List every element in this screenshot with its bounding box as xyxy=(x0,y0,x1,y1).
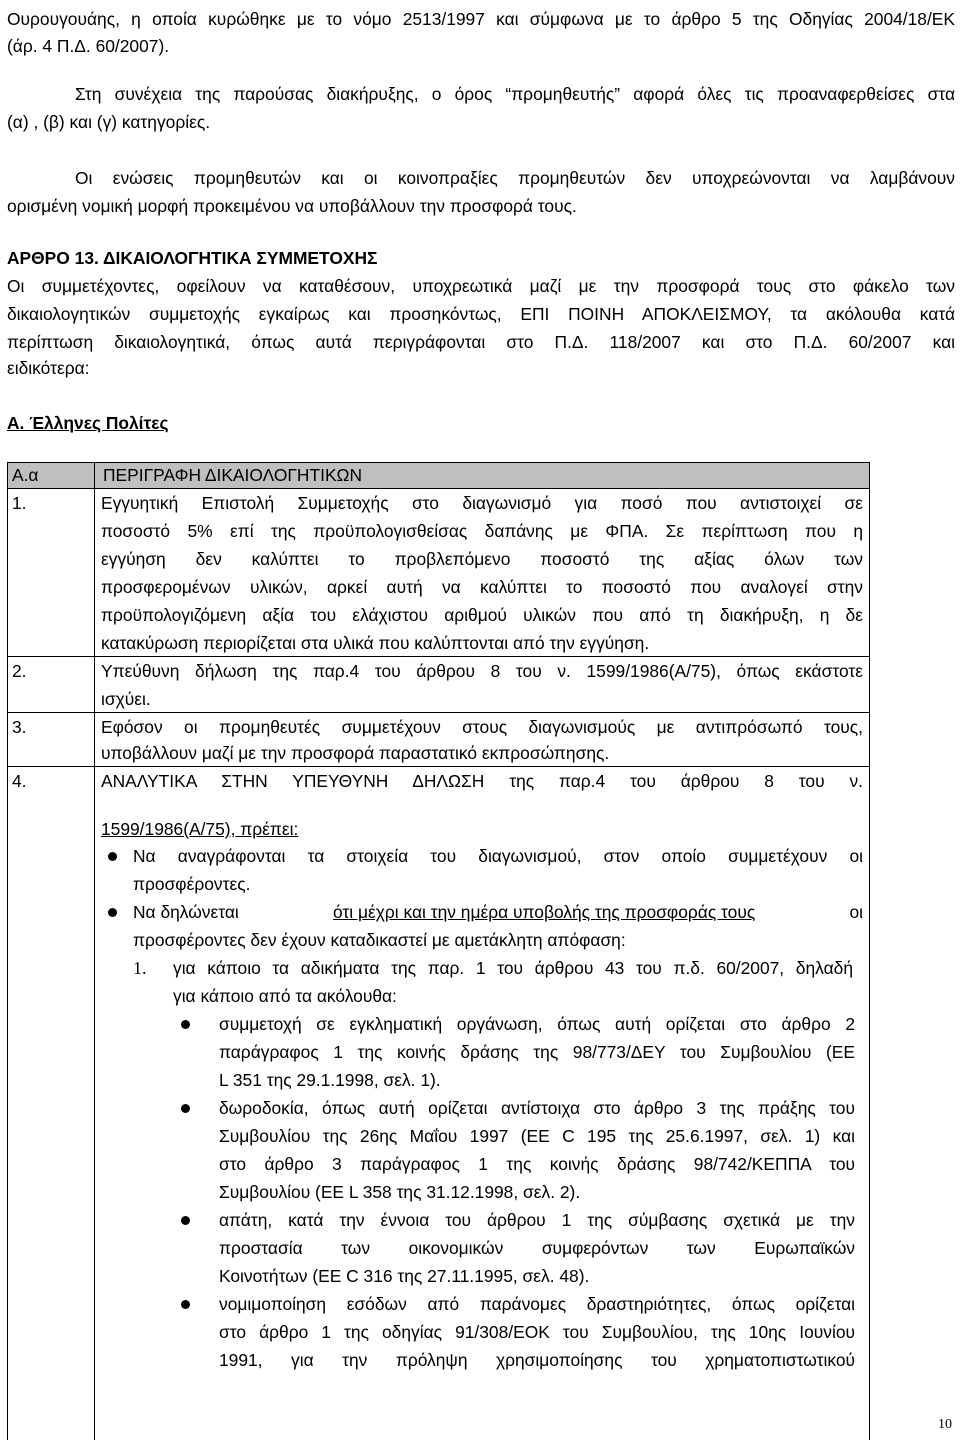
row-3-line-1: Εφόσον οι προμηθευτές συμμετέχουν στους διαγωνισμούς με αντιπρόσωπό τους, xyxy=(101,717,863,737)
bullet-icon xyxy=(181,1216,190,1225)
table-right-border xyxy=(869,462,870,1440)
article-text-line-4: ειδικότερα: xyxy=(7,358,90,378)
section-title: Α. Έλληνες Πολίτες xyxy=(7,413,169,433)
table-header-code: Α.α xyxy=(12,465,39,485)
bullet-2-underlined-text: ότι μέχρι και την ημέρα υποβολής της προσφοράς τους xyxy=(333,902,756,922)
article-text-line-2: δικαιολογητικών συμμετοχής εγκαίρως και προσηκόντως, ΕΠΙ ΠΟΙΝΗ ΑΠΟΚΛΕΙΣΜΟΥ, τα ακόλουθα κατά xyxy=(7,304,955,324)
row-1-line-5: προϋπολογιζόμενη αξία του ελάχιστου αριθμού υλικών που από τη διακήρυξη, η δε xyxy=(101,605,863,625)
intro-paragraph-2-line-1: Στη συνέχεια της παρούσας διακήρυξης, ο όρος “προμηθευτής” αφορά όλες τις προαναφερθείσες στα xyxy=(75,84,955,104)
intro-paragraph-1-line-2: (άρ. 4 Π.Δ. 60/2007). xyxy=(7,36,170,56)
article-text-line-1: Οι συμμετέχοντες, οφείλουν να καταθέσουν, υποχρεωτικά μαζί με την προσφορά τους στο φάκελο των xyxy=(7,276,955,296)
sub-item-1-line-1: για κάποιο τα αδικήματα της παρ. 1 του άρθρου 43 του π.δ. 60/2007, δηλαδή xyxy=(173,958,853,978)
row-1-number: 1. xyxy=(12,493,27,513)
sub-bullet-1-line-3: L 351 της 29.1.1998, σελ. 1). xyxy=(219,1070,441,1090)
intro-paragraph-2-line-2: (α) , (β) και (γ) κατηγορίες. xyxy=(7,112,211,132)
row-2-line-2: ισχύει. xyxy=(101,689,151,709)
intro-paragraph-3-line-2: ορισμένη νομική μορφή προκειμένου να υποβάλλουν την προσφορά τους. xyxy=(7,196,577,216)
row-4-line-2: 1599/1986(Α/75), πρέπει: xyxy=(101,819,299,839)
article-heading: ΑΡΘΡΟ 13. ΔΙΚΑΙΟΛΟΓΗΤΙΚΑ ΣΥΜΜΕΤΟΧΗΣ xyxy=(7,248,378,268)
sub-bullet-4-line-1: νομιμοποίηση εσόδων από παράνομες δραστηριότητες, όπως ορίζεται xyxy=(219,1294,855,1314)
table-column-divider xyxy=(94,462,95,1440)
row-4-line-1: ΑΝΑΛΥΤΙΚΑ ΣΤΗΝ ΥΠΕΥΘΥΝΗ ΔΗΛΩΣΗ της παρ.4 του άρθρου 8 του ν. xyxy=(101,771,863,791)
sub-bullet-1-line-1: συμμετοχή σε εγκληματική οργάνωση, όπως αυτή ορίζεται στο άρθρο 2 xyxy=(219,1014,855,1034)
row-1-line-3: εγγύηση δεν καλύπτει το προβλεπόμενο ποσοστό της αξίας όλων των xyxy=(101,549,863,569)
sub-item-1-number: 1. xyxy=(133,958,147,978)
bullet-2-line-2: προσφέροντες δεν έχουν καταδικαστεί με αμετάκλητη απόφαση: xyxy=(133,930,626,950)
intro-paragraph-1-line-1: Ουρουγουάης, η οποία κυρώθηκε με το νόμο 2513/1997 και σύμφωνα με το άρθρο 5 της Οδηγίας 2004/18/ΕΚ xyxy=(7,9,955,29)
page-number: 10 xyxy=(938,1417,952,1432)
row-1-line-2: ποσοστό 5% επί της προϋπολογισθείσας δαπάνης με ΦΠΑ. Σε περίπτωση που η xyxy=(101,521,863,541)
bullet-icon xyxy=(181,1300,190,1309)
sub-bullet-3-line-1: απάτη, κατά την έννοια του άρθρου 1 της σύμβασης σχετικά με την xyxy=(219,1210,855,1230)
bullet-2-prefix: Να δηλώνεται xyxy=(133,902,239,922)
bullet-2-suffix: οι xyxy=(849,902,863,922)
row-2-number: 2. xyxy=(12,661,27,681)
table-left-border xyxy=(7,462,8,1440)
row-3-number: 3. xyxy=(12,717,27,737)
sub-bullet-2-line-1: δωροδοκία, όπως αυτή ορίζεται αντίστοιχα στο άρθρο 3 της πράξης του xyxy=(219,1098,855,1118)
bullet-icon xyxy=(181,1104,190,1113)
bullet-icon xyxy=(108,908,117,917)
bullet-icon xyxy=(108,852,117,861)
row-1-line-1: Εγγυητική Επιστολή Συμμετοχής στο διαγωνισμό για ποσό που αντιστοιχεί σε xyxy=(101,493,863,513)
sub-bullet-4-line-2: στο άρθρο 1 της οδηγίας 91/308/ΕΟΚ του Συμβουλίου, της 10ης Ιουνίου xyxy=(219,1322,855,1342)
table-header-title: ΠΕΡΙΓΡΑΦΗ ΔΙΚΑΙΟΛΟΓΗΤΙΚΩΝ xyxy=(103,465,363,485)
sub-bullet-2-line-2: Συμβουλίου της 26ης Μαΐου 1997 (ΕΕ C 195 της 25.6.1997, σελ. 1) και xyxy=(219,1126,855,1146)
bullet-icon xyxy=(181,1020,190,1029)
sub-bullet-3-line-2: προστασία των οικονομικών συμφερόντων των Ευρωπαϊκών xyxy=(219,1238,855,1258)
sub-bullet-2-line-4: Συμβουλίου (ΕΕ L 358 της 31.12.1998, σελ. 2). xyxy=(219,1182,581,1202)
sub-bullet-1-line-2: παράγραφος 1 της κοινής δράσης της 98/773/ΔΕΥ του Συμβουλίου (ΕΕ xyxy=(219,1042,855,1062)
row-1-line-4: προσφερομένων υλικών, αρκεί αυτή να καλύπτει το ποσοστό που αναλογεί στην xyxy=(101,577,863,597)
row-1-line-6: κατακύρωση περιορίζεται στα υλικά που καλύπτονται από την εγγύηση. xyxy=(101,633,650,653)
bullet-1-line-1: Να αναγράφονται τα στοιχεία του διαγωνισμού, στον οποίο συμμετέχουν οι xyxy=(133,846,863,866)
row-2-line-1: Υπεύθυνη δήλωση της παρ.4 του άρθρου 8 του ν. 1599/1986(Α/75), όπως εκάστοτε xyxy=(101,661,863,681)
row-3-line-2: υποβάλλουν μαζί με την προσφορά παραστατικό εκπροσώπησης. xyxy=(101,743,610,763)
intro-paragraph-3-line-1: Οι ενώσεις προμηθευτών και οι κοινοπραξίες προμηθευτών δεν υποχρεώνονται να λαμβάνουν xyxy=(75,168,955,188)
article-text-line-3: περίπτωση δικαιολογητικά, όπως αυτά περιγράφονται στο Π.Δ. 118/2007 και στο Π.Δ. 60/2007 και xyxy=(7,332,955,352)
sub-bullet-3-line-3: Κοινοτήτων (ΕΕ C 316 της 27.11.1995, σελ. 48). xyxy=(219,1266,590,1286)
sub-bullet-2-line-3: στο άρθρο 3 παράγραφος 1 της κοινής δράσης 98/742/ΚΕΠΠΑ του xyxy=(219,1154,855,1174)
row-4-number: 4. xyxy=(12,771,27,791)
bullet-1-line-2: προσφέροντες. xyxy=(133,874,251,894)
sub-item-1-line-2: για κάποιο από τα ακόλουθα: xyxy=(173,986,397,1006)
sub-bullet-4-line-3: 1991, για την πρόληψη χρησιμοποίησης του χρηματοπιστωτικού xyxy=(219,1350,855,1370)
bullet-2-line-1 xyxy=(133,899,863,926)
